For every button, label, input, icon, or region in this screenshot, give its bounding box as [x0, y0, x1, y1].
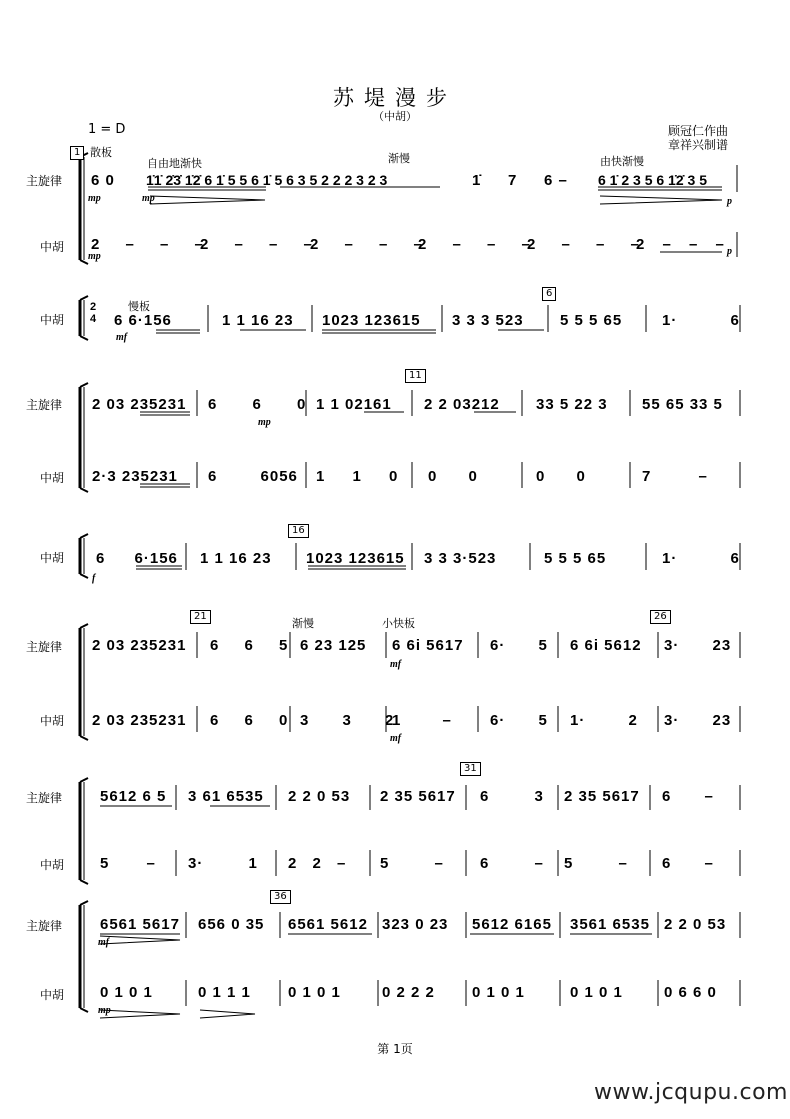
- dynamic-mark: mp: [88, 251, 101, 262]
- part-label-erhu: 中胡: [40, 988, 65, 1002]
- time-signature-bottom: 4: [90, 313, 98, 325]
- part-label-erhu: 中胡: [40, 313, 65, 327]
- part-label-melody: 主旋律: [26, 640, 63, 654]
- time-signature-top: 2: [90, 301, 98, 313]
- composer: 顾冠仁作曲: [668, 124, 729, 138]
- part-label-erhu: 中胡: [40, 714, 65, 728]
- rehearsal-mark: 36: [270, 890, 291, 904]
- measure: 2 – – –: [310, 236, 423, 253]
- rehearsal-mark: 16: [288, 524, 309, 538]
- dynamic-mark: mp: [258, 417, 271, 428]
- measure: 55 65 33 5: [642, 396, 723, 413]
- measure: 3561 6535: [570, 916, 650, 933]
- measure: 6 6i 5617: [392, 637, 464, 654]
- measure: 1 –: [392, 712, 452, 729]
- measure: 1· 6: [662, 550, 740, 567]
- measure: 3· 1: [188, 855, 258, 872]
- dynamic-mark: mf: [116, 332, 128, 343]
- watermark: www.jcqupu.com: [594, 1080, 788, 1105]
- measure: 0 1 0 1: [288, 984, 341, 1001]
- tempo-marking: 渐慢: [388, 152, 410, 165]
- page-number: 第 1页: [377, 1042, 413, 1056]
- dynamic-mark: f: [92, 573, 96, 584]
- dynamic-mark: mf: [98, 937, 110, 948]
- part-label-melody: 主旋律: [26, 174, 63, 188]
- part-label-erhu: 中胡: [40, 240, 65, 254]
- measure: 2 – – –: [527, 236, 640, 253]
- measure: 0 1 0 1: [472, 984, 525, 1001]
- measure: 0 0: [536, 468, 586, 485]
- measure: 3· 23: [664, 637, 732, 654]
- measure: 0 1 0 1: [570, 984, 623, 1001]
- measure: 6· 5: [490, 712, 548, 729]
- tempo-marking: 渐慢: [292, 617, 314, 630]
- measure: 6 –: [662, 855, 714, 872]
- measure: 6561 5612: [288, 916, 368, 933]
- measure: 5 –: [100, 855, 156, 872]
- measure: 2 – – –: [91, 236, 204, 253]
- measure: 7 –: [642, 468, 708, 485]
- measure: 2 03 235231: [92, 712, 187, 729]
- rehearsal-mark: 26: [650, 610, 671, 624]
- part-label-erhu: 中胡: [40, 858, 65, 872]
- part-label-melody: 主旋律: [26, 791, 63, 805]
- rehearsal-mark: 21: [190, 610, 211, 624]
- key-signature: 1 = D: [88, 122, 126, 137]
- measure: 5612 6165: [472, 916, 552, 933]
- dynamic-mark: p: [727, 246, 732, 257]
- measure: 2 2 –: [288, 855, 347, 872]
- measure: 0 2 2 2: [382, 984, 435, 1001]
- measure: 2 – – –: [200, 236, 313, 253]
- tempo-marking: 自由地渐快: [147, 157, 202, 170]
- dynamic-mark: mp: [88, 193, 101, 204]
- measure: 2 2 0 53: [288, 788, 351, 805]
- measure: 6 6·156: [96, 550, 178, 567]
- measure: 6· 5: [490, 637, 548, 654]
- measure: 7: [508, 172, 518, 189]
- measure: 1̇1̇ 2̇3̇ 1̇2̇ 6 1̇ 5 5 6 1̇ 5 6 3 5 2 2 2 3 2 3: [146, 172, 388, 188]
- measure: 1 1 0: [316, 468, 399, 485]
- measure: 6 0: [91, 172, 115, 189]
- dynamic-mark: mp: [98, 1005, 111, 1016]
- rehearsal-mark: 11: [405, 369, 426, 383]
- measure: 6561 5617: [100, 916, 180, 933]
- dynamic-mark: p: [727, 196, 732, 207]
- measure: 2 2 03212: [424, 396, 500, 413]
- measure: 3 61 6535: [188, 788, 264, 805]
- measure: 3 3 3·523: [424, 550, 497, 567]
- measure: 0 1 1 1: [198, 984, 251, 1001]
- rehearsal-mark: 6: [542, 287, 556, 301]
- rehearsal-mark: 1: [70, 146, 84, 160]
- measure: 1· 2: [570, 712, 638, 729]
- tempo-marking: 由快渐慢: [600, 155, 644, 168]
- measure: 2 03 235231: [92, 637, 187, 654]
- measure: 0 0: [428, 468, 478, 485]
- measure: 2 35 5617: [380, 788, 456, 805]
- measure: 6 6 5: [210, 637, 289, 654]
- measure: 3 3 2: [300, 712, 395, 729]
- measure: 2 35 5617: [564, 788, 640, 805]
- measure: 1̇: [472, 172, 482, 189]
- measure: 2 – – –: [418, 236, 531, 253]
- measure: 5 5 5 65: [544, 550, 607, 567]
- measure: 6 6056: [208, 468, 298, 485]
- score-subtitle: （中胡）: [373, 110, 417, 123]
- measure: 2 – – –: [636, 236, 725, 253]
- measure: 1 1 16 23: [200, 550, 272, 567]
- measure: 1023 123615: [306, 550, 405, 567]
- measure: 3 3 3 523: [452, 312, 524, 329]
- measure: 6 6·156: [114, 312, 172, 329]
- measure: 5 –: [380, 855, 444, 872]
- part-label-melody: 主旋律: [26, 398, 63, 412]
- dynamic-mark: mf: [390, 733, 402, 744]
- measure: 6 1̇ 2 3 5 6 1̇2̇ 3 5: [598, 172, 707, 188]
- measure: 6 –: [662, 788, 714, 805]
- measure: 1023 123615: [322, 312, 421, 329]
- measure: 656 0 35: [198, 916, 265, 933]
- part-label-erhu: 中胡: [40, 471, 65, 485]
- rehearsal-mark: 31: [460, 762, 481, 776]
- measure: 6 6i 5612: [570, 637, 642, 654]
- measure: 1 1 02161: [316, 396, 392, 413]
- measure: 6 6 0: [208, 396, 307, 413]
- score-title: 苏堤漫步: [333, 86, 457, 110]
- measure: 0 1 0 1: [100, 984, 153, 1001]
- measure: 2 2 0 53: [664, 916, 727, 933]
- tempo-marking: 散板: [90, 146, 112, 159]
- measure: 33 5 22 3: [536, 396, 608, 413]
- measure: 6 23 125: [300, 637, 367, 654]
- dynamic-mark: mp: [142, 193, 155, 204]
- part-label-erhu: 中胡: [40, 551, 65, 565]
- part-label-melody: 主旋律: [26, 919, 63, 933]
- dynamic-mark: mf: [390, 659, 402, 670]
- measure: 6 3: [480, 788, 544, 805]
- measure: 1· 6: [662, 312, 740, 329]
- measure: 2 03 235231: [92, 396, 187, 413]
- measure: 6 –: [544, 172, 568, 189]
- measure: 6 6 0: [210, 712, 289, 729]
- measure: 5612 6 5: [100, 788, 167, 805]
- measure: 323 0 23: [382, 916, 449, 933]
- measure: 1 1 16 23: [222, 312, 294, 329]
- measure: 0 6 6 0: [664, 984, 717, 1001]
- measure: 3· 23: [664, 712, 732, 729]
- measure: 5 –: [564, 855, 628, 872]
- measure: 5 5 5 65: [560, 312, 623, 329]
- tempo-marking: 小快板: [382, 617, 415, 630]
- measure: 2·3 235231: [92, 468, 178, 485]
- arranger: 章祥兴制谱: [668, 138, 729, 152]
- tempo-marking: 慢板: [128, 300, 150, 313]
- measure: 6 –: [480, 855, 544, 872]
